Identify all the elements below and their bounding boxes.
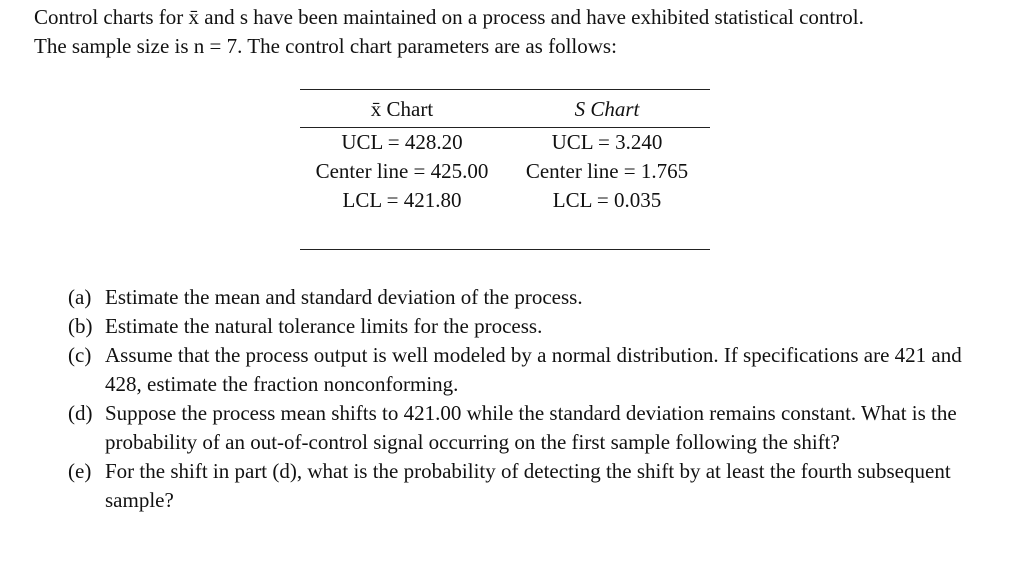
- question-text: For the shift in part (d), what is the probability of detecting the shift by at least the fourth subsequent sample?: [105, 459, 951, 512]
- s-lcl-cell: LCL = 0.035: [552, 188, 662, 212]
- question-label: (e): [68, 459, 92, 483]
- list-item: [68, 399, 988, 457]
- table-row: [300, 186, 710, 215]
- s-center-line-cell: Center line = 1.765: [525, 159, 689, 183]
- table-bottom-rule: [300, 249, 710, 250]
- xbar-ucl-cell: UCL = 428.20: [341, 130, 463, 154]
- table-row: [300, 157, 710, 186]
- question-text: Estimate the mean and standard deviation of the process.: [105, 285, 583, 309]
- xbar-chart-header: x̄ Chart: [370, 97, 434, 121]
- list-item: [68, 283, 988, 312]
- list-item: [68, 341, 988, 399]
- control-chart-parameters-table: [300, 89, 710, 250]
- list-item: [68, 312, 988, 341]
- xbar-lcl-cell: LCL = 421.80: [342, 188, 462, 212]
- question-text: Estimate the natural tolerance limits for the process.: [105, 314, 543, 338]
- table-row: [300, 128, 710, 157]
- question-text: Suppose the process mean shifts to 421.00 while the standard deviation remains constant. What is the probability of an out-of-control signal occurring on the first sample following the shift?: [105, 401, 957, 454]
- question-text: Assume that the process output is well modeled by a normal distribution. If specifications are 421 and 428, estimate the fraction nonconforming.: [105, 343, 962, 396]
- xbar-center-line-cell: Center line = 425.00: [315, 159, 489, 183]
- problem-intro: [34, 3, 1014, 61]
- question-label: (c): [68, 343, 92, 367]
- s-chart-header: S Chart: [574, 97, 640, 121]
- question-label: (d): [68, 401, 93, 425]
- list-item: [68, 457, 988, 515]
- intro-line-1: Control charts for x̄ and s have been maintained on a process and have exhibited statistical control.: [34, 5, 864, 29]
- question-list: [68, 283, 988, 515]
- question-label: (a): [68, 285, 92, 309]
- question-label: (b): [68, 314, 93, 338]
- intro-line-2: The sample size is n = 7. The control chart parameters are as follows:: [34, 34, 617, 58]
- table-header-row: [300, 90, 710, 127]
- s-ucl-cell: UCL = 3.240: [551, 130, 663, 154]
